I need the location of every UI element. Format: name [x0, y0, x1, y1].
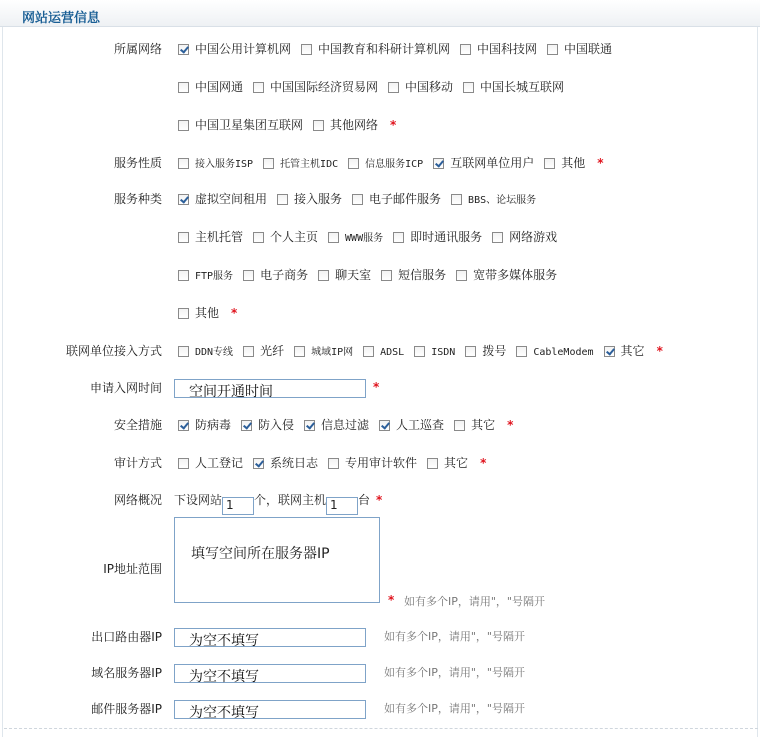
service-type-option-label: 短信服务 [398, 268, 447, 282]
network-option-label: 中国科技网 [477, 42, 538, 56]
checkbox[interactable] [414, 346, 425, 357]
service-nature-option[interactable] [544, 154, 585, 171]
access-method-option-label: 城域IP网 [311, 347, 354, 358]
checkbox-checked[interactable] [241, 420, 252, 431]
service-type-option-label: 即时通讯服务 [410, 230, 483, 244]
required-mark: * [507, 418, 514, 432]
checkbox[interactable] [313, 120, 324, 131]
service-type-option[interactable] [352, 190, 441, 207]
service-nature-option[interactable] [433, 154, 534, 171]
service-type-option[interactable] [178, 267, 233, 282]
required-mark: * [597, 156, 604, 170]
service-type-row [0, 266, 760, 286]
required-mark: * [388, 593, 395, 607]
security-label: 安全措施 [113, 418, 162, 432]
service-type-option-label: 主机托管 [195, 230, 244, 244]
checkbox[interactable] [465, 346, 476, 357]
checkbox-checked[interactable] [178, 44, 189, 55]
mail-ip-row [0, 700, 760, 720]
audit-row [0, 454, 760, 474]
checkbox[interactable] [492, 232, 503, 243]
hosts-count-input[interactable]: 1 [326, 497, 358, 515]
security-option-label: 信息过滤 [321, 418, 370, 432]
service-nature-label: 服务性质 [113, 156, 162, 170]
gateway-ip-input[interactable]: 为空不填写 [174, 628, 366, 647]
audit-option-label: 其它 [444, 456, 469, 470]
service-type-option[interactable] [328, 229, 383, 244]
security-option[interactable] [454, 416, 495, 433]
service-type-option[interactable] [178, 228, 243, 245]
checkbox[interactable] [178, 458, 189, 469]
service-type-option[interactable] [456, 266, 557, 283]
service-type-row [0, 190, 760, 210]
access-method-option[interactable] [294, 343, 353, 358]
network-option[interactable] [178, 116, 303, 133]
ip-range-label: IP地址范围 [103, 562, 162, 576]
service-nature-option[interactable] [348, 155, 423, 170]
required-mark: * [656, 344, 663, 358]
service-type-option-label: 其他 [195, 306, 220, 320]
checkbox[interactable] [178, 158, 189, 169]
network-option[interactable] [388, 78, 453, 95]
service-nature-row [0, 154, 760, 174]
mail-ip-input[interactable]: 为空不填写 [174, 700, 366, 719]
checkbox[interactable] [456, 270, 467, 281]
access-method-option-label: DDN专线 [195, 347, 234, 358]
gateway-ip-row [0, 628, 760, 648]
mail-ip-label: 邮件服务器IP [91, 702, 162, 716]
checkbox[interactable] [253, 82, 264, 93]
checkbox[interactable] [328, 232, 339, 243]
dns-ip-hint: 如有多个IP，请用"，"号隔开 [384, 666, 525, 679]
audit-option[interactable] [253, 454, 318, 471]
checkbox[interactable] [277, 194, 288, 205]
service-type-option[interactable] [393, 228, 482, 245]
checkbox[interactable] [393, 232, 404, 243]
security-option[interactable] [379, 416, 444, 433]
checkbox-checked[interactable] [178, 420, 189, 431]
checkbox[interactable] [454, 420, 465, 431]
access-method-option[interactable] [465, 342, 506, 359]
checkbox-checked[interactable] [178, 194, 189, 205]
checkbox-checked[interactable] [304, 420, 315, 431]
checkbox[interactable] [451, 194, 462, 205]
access-method-option-label: 光纤 [260, 344, 285, 358]
service-type-option[interactable] [178, 304, 219, 321]
security-option[interactable] [304, 416, 369, 433]
service-nature-option-label: 信息服务ICP [365, 159, 424, 170]
service-type-option[interactable] [318, 266, 371, 283]
gateway-ip-hint: 如有多个IP，请用"，"号隔开 [384, 630, 525, 643]
checkbox[interactable] [460, 44, 471, 55]
checkbox[interactable] [427, 458, 438, 469]
checkbox[interactable] [178, 308, 189, 319]
section-header [0, 0, 760, 27]
required-mark: * [376, 493, 383, 507]
checkbox[interactable] [328, 458, 339, 469]
audit-option[interactable] [427, 454, 468, 471]
network-option[interactable] [178, 78, 243, 95]
service-type-option-label: BBS、论坛服务 [468, 195, 537, 206]
access-method-option[interactable] [178, 343, 233, 358]
service-type-option-label: FTP服务 [195, 271, 234, 282]
service-type-option-label: 宽带多媒体服务 [473, 268, 558, 282]
service-type-label: 服务种类 [113, 192, 162, 206]
access-method-option-label: 其它 [620, 344, 645, 358]
access-method-option[interactable] [414, 344, 455, 358]
service-type-option[interactable] [178, 190, 267, 207]
network-option[interactable] [463, 78, 564, 95]
network-option[interactable] [313, 116, 378, 133]
network-option-label: 中国移动 [405, 80, 454, 94]
network-option[interactable] [253, 78, 378, 95]
audit-option-label: 系统日志 [270, 456, 319, 470]
checkbox[interactable] [363, 346, 374, 357]
checkbox[interactable] [388, 82, 399, 93]
service-type-option[interactable] [381, 266, 446, 283]
security-option-label: 防病毒 [195, 418, 232, 432]
overview-label: 网络概况 [113, 493, 162, 507]
checkbox[interactable] [463, 82, 474, 93]
required-mark: * [390, 118, 397, 132]
service-type-option-label: 电子商务 [260, 268, 309, 282]
security-option[interactable] [178, 416, 231, 433]
checkbox-checked[interactable] [379, 420, 390, 431]
checkbox[interactable] [178, 270, 189, 281]
section-title: 网站运营信息 [22, 11, 101, 26]
checkbox[interactable] [253, 232, 264, 243]
access-method-label: 联网单位接入方式 [65, 344, 162, 358]
sites-count-input[interactable]: 1 [222, 497, 254, 515]
network-option-label: 中国网通 [195, 80, 244, 94]
network-row [0, 40, 760, 60]
apply-time-row [0, 379, 760, 399]
service-type-option[interactable] [492, 228, 557, 245]
required-mark: * [231, 306, 238, 320]
gateway-ip-label: 出口路由器IP [91, 630, 162, 644]
checkbox[interactable] [178, 232, 189, 243]
dns-ip-input[interactable]: 为空不填写 [174, 664, 366, 683]
form-frame [2, 2, 758, 737]
audit-option-label: 人工登记 [195, 456, 244, 470]
network-option-label: 中国国际经济贸易网 [270, 80, 379, 94]
service-type-option-label: 接入服务 [294, 192, 343, 206]
checkbox[interactable] [544, 158, 555, 169]
service-type-option-label: 网络游戏 [509, 230, 558, 244]
network-option-label: 中国长城互联网 [480, 80, 565, 94]
audit-option[interactable] [328, 454, 417, 471]
access-method-option[interactable] [243, 342, 284, 359]
network-label: 所属网络 [113, 42, 162, 56]
required-mark: * [480, 456, 487, 470]
checkbox[interactable] [263, 158, 274, 169]
network-row [0, 78, 760, 98]
audit-option-label: 专用审计软件 [345, 456, 418, 470]
checkbox[interactable] [178, 82, 189, 93]
network-option-label: 其他网络 [330, 118, 379, 132]
security-option-label: 其它 [471, 418, 496, 432]
network-option[interactable] [460, 40, 537, 57]
access-method-row [0, 342, 760, 362]
dns-ip-row [0, 664, 760, 684]
network-row [0, 116, 760, 136]
checkbox[interactable] [516, 346, 527, 357]
checkbox[interactable] [178, 120, 189, 131]
service-type-option[interactable] [253, 228, 318, 245]
overview-suffix: 台 [358, 493, 371, 507]
network-option-label: 中国公用计算机网 [195, 42, 292, 56]
network-option-label: 中国卫星集团互联网 [195, 118, 304, 132]
checkbox[interactable] [348, 158, 359, 169]
service-type-row [0, 304, 760, 324]
service-type-option-label: 电子邮件服务 [369, 192, 442, 206]
apply-time-label: 申请入网时间 [89, 381, 162, 395]
service-nature-option-label: 其他 [561, 156, 586, 170]
audit-option[interactable] [178, 454, 243, 471]
checkbox[interactable] [381, 270, 392, 281]
access-method-option[interactable] [363, 344, 404, 358]
checkbox[interactable] [243, 270, 254, 281]
ip-range-textarea[interactable]: 填写空间所在服务器IP [174, 517, 380, 603]
network-option[interactable] [547, 40, 612, 57]
checkbox-checked[interactable] [604, 346, 615, 357]
service-nature-option-label: 接入服务ISP [195, 159, 254, 170]
service-type-option[interactable] [243, 266, 308, 283]
access-method-option[interactable] [604, 342, 645, 359]
checkbox-checked[interactable] [253, 458, 264, 469]
checkbox[interactable] [294, 346, 305, 357]
security-row [0, 416, 760, 436]
service-type-option-label: 虚拟空间租用 [195, 192, 268, 206]
security-option[interactable] [241, 416, 294, 433]
service-nature-option-label: 托管主机IDC [280, 159, 339, 170]
security-option-label: 防入侵 [258, 418, 295, 432]
service-type-option-label: 聊天室 [335, 268, 372, 282]
service-type-row [0, 228, 760, 248]
ip-range-row [0, 560, 760, 580]
access-method-option-label: ISDN [431, 347, 456, 358]
overview-prefix: 下设网站 [174, 493, 223, 507]
checkbox[interactable] [318, 270, 329, 281]
checkbox[interactable] [547, 44, 558, 55]
service-nature-option[interactable] [263, 155, 338, 170]
network-option-label: 中国联通 [564, 42, 613, 56]
service-type-option[interactable] [277, 190, 342, 207]
apply-time-input[interactable]: 空间开通时间 [174, 379, 366, 398]
security-option-label: 人工巡查 [396, 418, 445, 432]
network-option[interactable] [301, 40, 450, 57]
service-type-option[interactable] [451, 191, 536, 206]
ip-range-hint: 如有多个IP，请用"，"号隔开 [404, 595, 545, 608]
service-type-option-label: 个人主页 [270, 230, 319, 244]
network-option-label: 中国教育和科研计算机网 [318, 42, 451, 56]
access-method-option-label: ADSL [380, 347, 405, 358]
mail-ip-hint: 如有多个IP，请用"，"号隔开 [384, 702, 525, 715]
access-method-option-label: 拨号 [482, 344, 507, 358]
required-mark: * [373, 380, 380, 394]
audit-label: 审计方式 [113, 456, 162, 470]
dns-ip-label: 域名服务器IP [91, 666, 162, 680]
checkbox-checked[interactable] [433, 158, 444, 169]
checkbox[interactable] [243, 346, 254, 357]
checkbox[interactable] [301, 44, 312, 55]
service-type-option-label: WWW服务 [345, 233, 384, 244]
network-option[interactable] [178, 40, 291, 57]
access-method-option[interactable] [516, 344, 593, 358]
overview-mid: 个，联网主机 [254, 493, 327, 507]
access-method-option-label: CableModem [533, 347, 594, 358]
service-nature-option-label: 互联网单位用户 [450, 156, 535, 170]
checkbox[interactable] [178, 346, 189, 357]
bottom-divider [4, 728, 758, 729]
overview-row [0, 491, 760, 511]
service-nature-option[interactable] [178, 155, 253, 170]
checkbox[interactable] [352, 194, 363, 205]
